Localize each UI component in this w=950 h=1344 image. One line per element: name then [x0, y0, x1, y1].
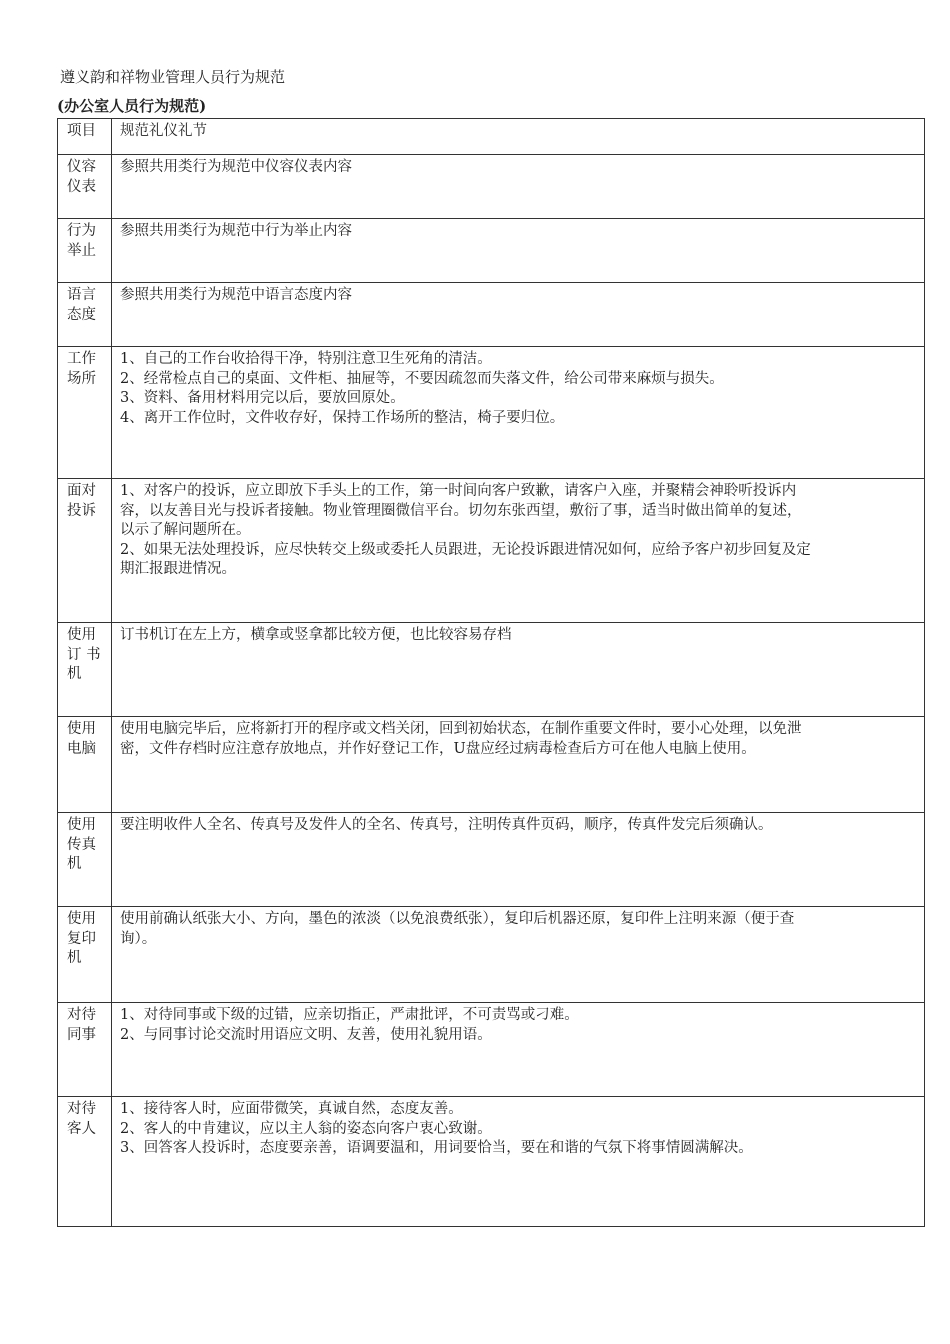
row-content [112, 283, 925, 347]
row-content-line: 1、对客户的投诉，应立即放下手头上的工作，第一时间向客户致歉，请客户入座，并聚精会神聆听投诉内 [120, 483, 797, 499]
row-content-line: 参照共用类行为规范中行为举止内容 [120, 223, 352, 239]
row-content-line: 规范礼仪礼节 [120, 123, 207, 139]
row-content-line: 密，文件存档时应注意存放地点，并作好登记工作，U盘应经过病毒检查后方可在他人电脑上使用。 [120, 740, 756, 757]
row-label [58, 155, 112, 219]
row-label-line: 场所 [67, 370, 96, 387]
row-content-line: 使用前确认纸张大小、方向，墨色的浓淡（以免浪费纸张），复印后机器还原，复印件上注明来源（便于查 [120, 911, 795, 927]
table-row [58, 717, 925, 813]
row-content-line: 要注明收件人全名、传真号及发件人的全名、传真号，注明传真件页码，顺序，传真件发完后须确认。 [120, 817, 773, 833]
row-content-line: 询）。 [120, 930, 157, 947]
row-content [112, 119, 925, 155]
row-content-line: 2、经常检点自己的桌面、文件柜、抽屉等，不要因疏忽而失落文件，给公司带来麻烦与损失。 [120, 370, 724, 387]
document-title: 遵义韵和祥物业管理人员行为规范 [60, 68, 286, 86]
row-label-line: 举止 [67, 242, 96, 259]
row-content-line: 使用电脑完毕后，应将新打开的程序或文档关闭，回到初始状态，在制作重要文件时，要小心处理，以免泄 [120, 721, 802, 737]
row-label-line: 机 [67, 666, 82, 682]
table-row [58, 479, 925, 623]
row-content-line: 参照共用类行为规范中语言态度内容 [120, 287, 352, 303]
row-label-line: 投诉 [67, 502, 96, 519]
row-content [112, 347, 925, 479]
row-content [112, 479, 925, 623]
row-content-line: 参照共用类行为规范中仪容仪表内容 [120, 159, 352, 175]
row-content-line: 3、资料、备用材料用完以后，要放回原处。 [120, 390, 405, 406]
row-content-line: 以示了解问题所在。 [120, 522, 251, 538]
section-subtitle: (办公室人员行为规范) [57, 97, 207, 115]
row-content [112, 907, 925, 1003]
row-content [112, 1003, 925, 1097]
row-label-line: 面对 [67, 483, 96, 499]
row-label-line: 语言 [67, 287, 96, 303]
row-label-line: 行为 [67, 223, 96, 239]
row-content [112, 623, 925, 717]
row-label-line: 机 [67, 950, 82, 966]
table-row [58, 219, 925, 283]
table-row [58, 623, 925, 717]
row-content-line: 2、客人的中肯建议，应以主人翁的姿态向客户衷心致谢。 [120, 1120, 492, 1137]
table-row [58, 119, 925, 155]
row-content-line: 1、接待客人时，应面带微笑，真诚自然，态度友善。 [120, 1101, 463, 1117]
row-label [58, 119, 112, 155]
table-row [58, 1097, 925, 1227]
row-label [58, 1097, 112, 1227]
row-content-line: 4、离开工作位时，文件收存好，保持工作场所的整洁，椅子要归位。 [120, 409, 565, 426]
table-row [58, 155, 925, 219]
row-content-line: 2、如果无法处理投诉，应尽快转交上级或委托人员跟进，无论投诉跟进情况如何，应给予客户初步回复及定 [120, 541, 811, 558]
behavior-standards-table [57, 118, 925, 1227]
row-content [112, 219, 925, 283]
row-content-line: 1、对待同事或下级的过错，应亲切指正，严肃批评，不可责骂或刁难。 [120, 1007, 579, 1023]
row-label-line: 对待 [67, 1007, 96, 1023]
row-label-line: 使用 [67, 627, 96, 643]
row-label-line: 同事 [67, 1026, 96, 1043]
row-label [58, 623, 112, 717]
row-content-line: 期汇报跟进情况。 [120, 561, 236, 577]
row-label-line: 传真 [67, 836, 96, 853]
row-label-line: 仪表 [67, 178, 96, 195]
row-label [58, 283, 112, 347]
table-row [58, 813, 925, 907]
row-label-line: 机 [67, 856, 82, 872]
row-label-line: 项目 [67, 123, 96, 139]
row-content [112, 717, 925, 813]
table-row [58, 907, 925, 1003]
row-label-line: 客人 [67, 1120, 96, 1137]
row-content-line: 订书机订在左上方，横拿或竖拿都比较方便，也比较容易存档 [120, 627, 512, 643]
row-content-line: 2、与同事讨论交流时用语应文明、友善，使用礼貌用语。 [120, 1026, 492, 1043]
table-row [58, 1003, 925, 1097]
row-label-line: 使用 [67, 721, 96, 737]
row-label-line: 复印 [67, 930, 96, 947]
row-label-line: 使用 [67, 911, 96, 927]
row-label [58, 219, 112, 283]
row-label-line: 工作 [67, 351, 96, 367]
row-label [58, 1003, 112, 1097]
row-content [112, 1097, 925, 1227]
row-content [112, 813, 925, 907]
row-label [58, 347, 112, 479]
row-label [58, 479, 112, 623]
row-content-line: 容，以友善目光与投诉者接触。物业管理圈微信平台。切勿东张西望，敷衍了事，适当时做出简单的复述， [120, 502, 802, 519]
row-label-line: 订 书 [67, 646, 101, 663]
table-row [58, 283, 925, 347]
row-label [58, 907, 112, 1003]
row-label [58, 813, 112, 907]
row-content-line: 1、自己的工作台收拾得干净，特别注意卫生死角的清洁。 [120, 351, 492, 367]
row-label-line: 对待 [67, 1101, 96, 1117]
row-label-line: 态度 [67, 306, 96, 323]
row-content-line: 3、回答客人投诉时，态度要亲善，语调要温和，用词要恰当，要在和谐的气氛下将事情圆满解决。 [120, 1140, 753, 1156]
table-row [58, 347, 925, 479]
row-label-line: 电脑 [67, 740, 96, 757]
row-content [112, 155, 925, 219]
row-label [58, 717, 112, 813]
row-label-line: 仪容 [67, 159, 96, 175]
row-label-line: 使用 [67, 817, 96, 833]
